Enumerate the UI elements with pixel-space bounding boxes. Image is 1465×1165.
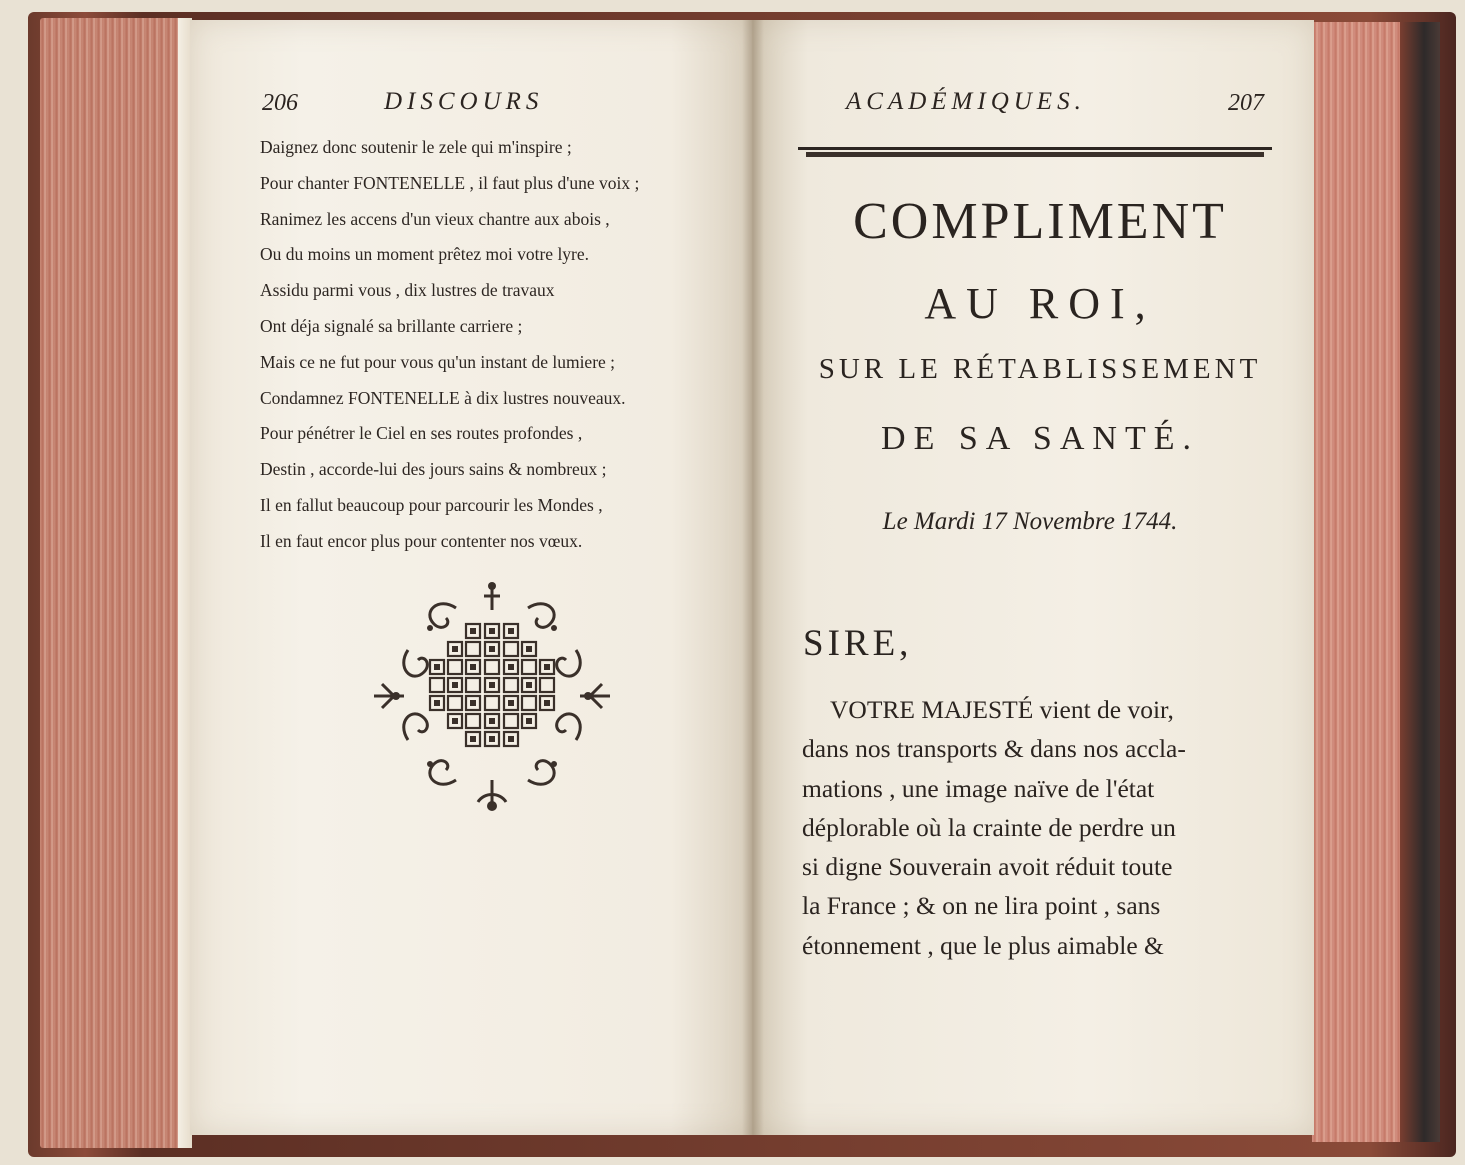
prose-line: si digne Souverain avoit réduit toute	[802, 852, 1173, 882]
prose-line: dans nos transports & dans nos accla-	[802, 734, 1186, 764]
left-running-head: DISCOURS	[384, 88, 544, 115]
poem-line: Condamnez FONTENELLE à dix lustres nouveaux.	[260, 387, 626, 408]
left-page-edges	[40, 18, 192, 1148]
title-sante: DE SA SANTÉ.	[881, 420, 1199, 457]
title-retablissement: SUR LE RÉTABLISSEMENT	[818, 353, 1262, 385]
poem-line: Ou du moins un moment prêtez moi votre lyre.	[260, 244, 590, 265]
date-line: Le Mardi 17 Novembre 1744.	[882, 508, 1178, 535]
prose-line: VOTRE MAJESTÉ vient de voir,	[830, 695, 1174, 724]
left-page-number: 206	[262, 90, 298, 116]
prose-line: étonnement , que le plus aimable &	[802, 930, 1164, 960]
poem-line: Destin , accorde-lui des jours sains & nombreux ;	[260, 459, 607, 480]
poem-line: Il en faut encor plus pour contenter nos vœux.	[260, 530, 583, 551]
poem-line: Pour chanter FONTENELLE , il faut plus d'une voix ;	[260, 172, 640, 193]
poem-line: Ont déja signalé sa brillante carriere ;	[260, 315, 523, 336]
prose-line: déplorable où la crainte de perdre un	[802, 812, 1176, 842]
title-compliment: COMPLIMENT	[853, 193, 1227, 250]
poem-line: Ranimez les accens d'un vieux chantre aux abois ,	[260, 208, 610, 229]
book-gutter	[742, 20, 764, 1135]
poem-line: Il en fallut beaucoup pour parcourir les Mondes ,	[260, 494, 603, 515]
poem-line: Pour pénétrer le Ciel en ses routes profondes ,	[260, 423, 583, 444]
title-au-roi: AU ROI,	[924, 279, 1156, 328]
ornament-icon	[368, 580, 616, 812]
poem-line: Assidu parmi vous , dix lustres de travaux	[260, 280, 555, 301]
prose	[802, 690, 1284, 965]
right-running-head: ACADÉMIQUES.	[846, 88, 1086, 115]
header-rule	[798, 147, 1272, 159]
salutation: SIRE,	[803, 623, 913, 664]
right-page	[752, 20, 1314, 1135]
right-page-edges	[1312, 22, 1440, 1142]
poem-line: Daignez donc soutenir le zele qui m'inspire ;	[260, 137, 572, 157]
prose-line: mations , une image naïve de l'état	[802, 773, 1155, 803]
prose-line: la France ; & on ne lira point , sans	[802, 891, 1161, 921]
poem	[260, 130, 730, 560]
poem-line: Mais ce ne fut pour vous qu'un instant de lumiere ;	[260, 351, 616, 372]
right-page-number: 207	[1228, 90, 1264, 116]
